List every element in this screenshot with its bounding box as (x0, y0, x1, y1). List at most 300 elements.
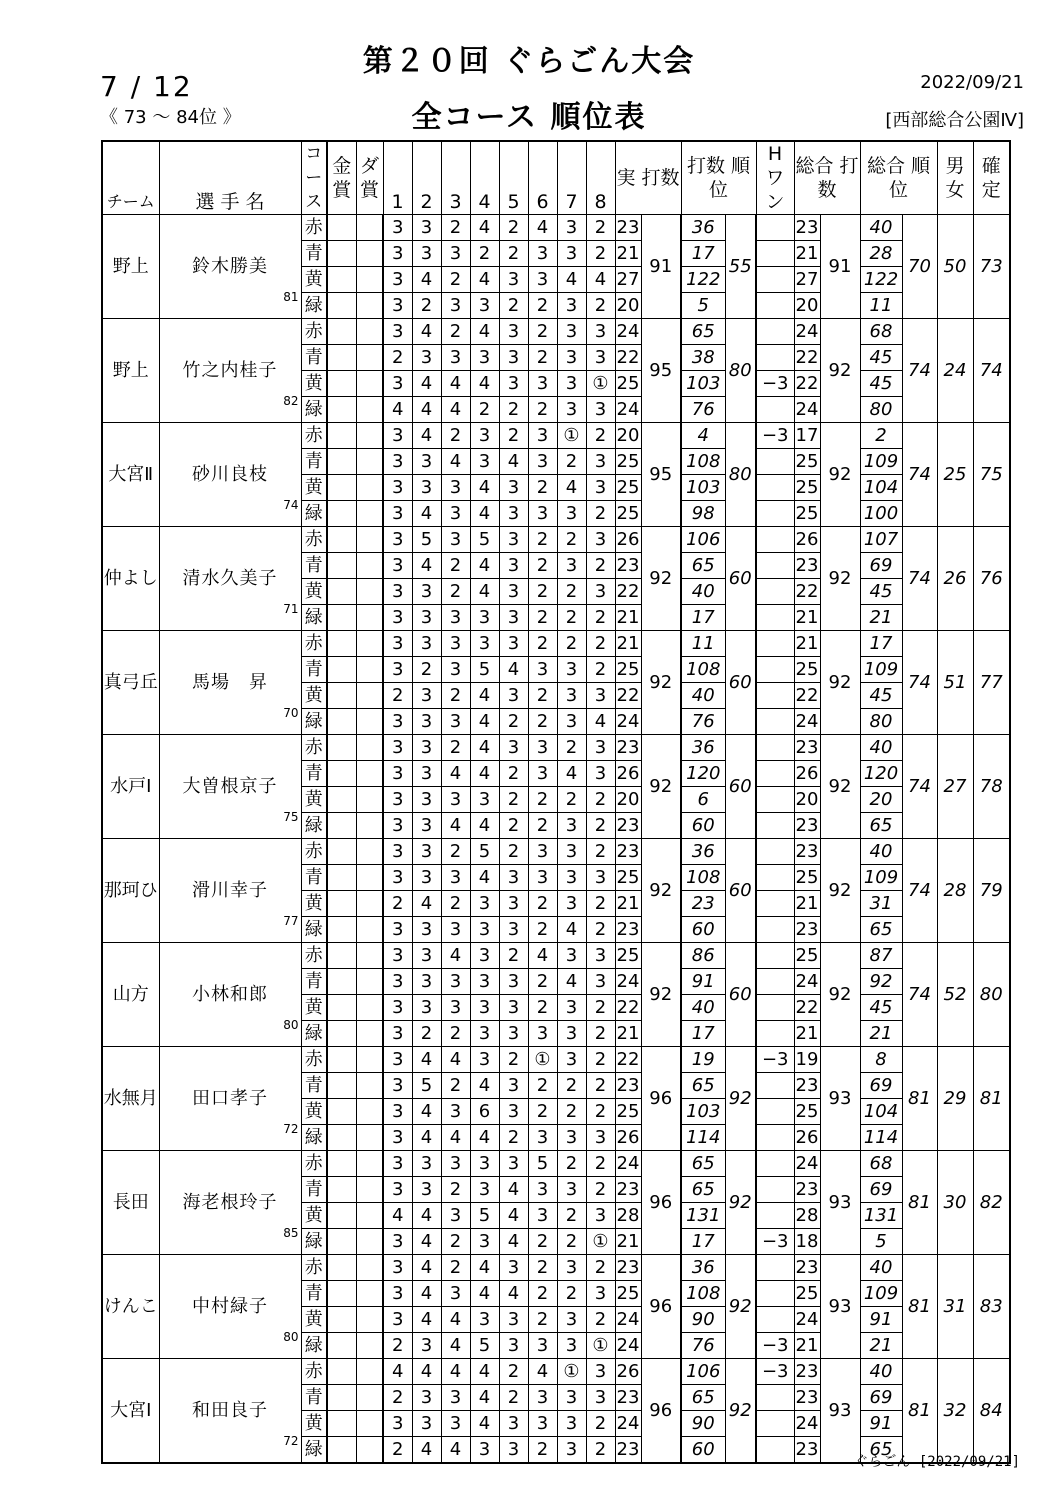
course-cell: 青 (301, 449, 327, 475)
hole-score: 3 (412, 215, 441, 241)
da-cell (356, 1099, 383, 1125)
gold-cell (327, 1177, 356, 1203)
course-rank: 106 (681, 527, 725, 553)
hole-in-one-adj (756, 839, 794, 865)
total-rank: 70 (902, 215, 937, 319)
course-sum: 21 (615, 891, 641, 917)
team-cell: 那珂ひ (102, 839, 159, 943)
hole-score: 4 (412, 501, 441, 527)
hole-score: 3 (412, 813, 441, 839)
hole-score: 4 (383, 1359, 412, 1385)
table-row (102, 631, 1010, 657)
stroke-rank: 60 (725, 527, 756, 631)
hole-score: 3 (557, 553, 586, 579)
hole-score: 3 (441, 1411, 470, 1437)
adjusted-sum: 26 (794, 527, 820, 553)
player-name-cell (159, 319, 301, 423)
da-cell (356, 787, 383, 813)
hole-score: 3 (412, 345, 441, 371)
final-rank: 75 (973, 423, 1010, 527)
page-number: 7 / 12 (100, 70, 193, 103)
hole-score: 4 (412, 1437, 441, 1464)
hole-in-one-adj (756, 761, 794, 787)
adjusted-sum: 25 (794, 865, 820, 891)
course-cell: 赤 (301, 943, 327, 969)
hole-score: 3 (441, 1099, 470, 1125)
hole-in-one-adj (756, 293, 794, 319)
course-total-rank: 40 (860, 1359, 902, 1385)
course-sum: 25 (615, 475, 641, 501)
course-cell: 青 (301, 241, 327, 267)
adjusted-sum: 22 (794, 371, 820, 397)
hole-in-one-adj (756, 1437, 794, 1464)
team-cell: 仲よし (102, 527, 159, 631)
da-cell (356, 241, 383, 267)
hole-score: 4 (412, 1307, 441, 1333)
hole-score: 3 (499, 1437, 528, 1464)
course-sum: 28 (615, 1203, 641, 1229)
hole-in-one-adj (756, 1385, 794, 1411)
hole-in-one-adj (756, 813, 794, 839)
course-cell: 赤 (301, 631, 327, 657)
course-rank: 65 (681, 1177, 725, 1203)
player-name-cell (159, 423, 301, 527)
hole-in-one-adj (756, 605, 794, 631)
da-cell (356, 1385, 383, 1411)
course-rank: 131 (681, 1203, 725, 1229)
hole-score: 2 (528, 969, 557, 995)
da-cell (356, 579, 383, 605)
hole-score: 4 (470, 1281, 499, 1307)
adjusted-sum: 25 (794, 475, 820, 501)
gold-cell (327, 1099, 356, 1125)
course-sum: 25 (615, 449, 641, 475)
adjusted-sum: 21 (794, 1333, 820, 1359)
hole-score: 3 (441, 1281, 470, 1307)
course-sum: 23 (615, 1437, 641, 1464)
hole-score: 4 (470, 1411, 499, 1437)
course-cell: 青 (301, 969, 327, 995)
adjusted-sum: 23 (794, 1359, 820, 1385)
gold-cell (327, 1073, 356, 1099)
hole-score: 2 (499, 241, 528, 267)
course-sum: 25 (615, 501, 641, 527)
hole-score: 2 (441, 735, 470, 761)
hole-score: 2 (383, 891, 412, 917)
table-row (102, 215, 1010, 241)
hole-score: 2 (528, 683, 557, 709)
course-sum: 22 (615, 345, 641, 371)
course-cell: 緑 (301, 1021, 327, 1047)
adjusted-sum: 22 (794, 995, 820, 1021)
hole-score: 3 (441, 345, 470, 371)
course-sum: 23 (615, 839, 641, 865)
hole-score: 4 (557, 475, 586, 501)
hole-score: 2 (586, 1255, 615, 1281)
course-cell: 青 (301, 1177, 327, 1203)
col-player: 選 手 名 (159, 141, 301, 215)
hole-score: 3 (499, 1151, 528, 1177)
hole-in-one-adj (756, 579, 794, 605)
hole-score: 4 (470, 865, 499, 891)
total-rank: 74 (902, 631, 937, 735)
hole-score: 4 (470, 579, 499, 605)
player-name-cell (159, 215, 301, 319)
da-cell (356, 293, 383, 319)
hole-in-one-adj (756, 917, 794, 943)
hole-score: 3 (586, 475, 615, 501)
hole-score: 3 (412, 1333, 441, 1359)
hole-in-one-adj: −3 (756, 1333, 794, 1359)
hole-score: 4 (412, 891, 441, 917)
hole-score: 5 (528, 1151, 557, 1177)
hole-score: 2 (441, 1021, 470, 1047)
course-rank: 60 (681, 917, 725, 943)
hole-in-one-adj (756, 449, 794, 475)
hole-score: 3 (383, 1177, 412, 1203)
course-rank: 17 (681, 1229, 725, 1255)
player-name: 海老根玲子 (182, 1192, 278, 1213)
course-total-rank: 65 (860, 813, 902, 839)
da-cell (356, 1255, 383, 1281)
gender-rank: 51 (937, 631, 973, 735)
hole-score: 2 (441, 891, 470, 917)
da-cell (356, 1229, 383, 1255)
hole-score: 3 (470, 423, 499, 449)
hole-score: 4 (412, 1229, 441, 1255)
hole-score: 2 (557, 1203, 586, 1229)
table-row (102, 527, 1010, 553)
hole-score: 3 (557, 1047, 586, 1073)
hole-score: 3 (557, 215, 586, 241)
hole-score: 4 (412, 423, 441, 449)
course-rank: 90 (681, 1307, 725, 1333)
course-cell: 黄 (301, 1099, 327, 1125)
course-total-rank: 68 (860, 319, 902, 345)
hole-score: 2 (557, 1099, 586, 1125)
da-cell (356, 631, 383, 657)
gold-cell (327, 943, 356, 969)
table-row (102, 1359, 1010, 1385)
hole-score: 3 (557, 709, 586, 735)
hole-score: 2 (586, 813, 615, 839)
hole-score: 3 (528, 241, 557, 267)
hole-score: 3 (383, 1229, 412, 1255)
hole-score: 3 (383, 839, 412, 865)
hole-score: 4 (470, 1125, 499, 1151)
hole-in-one-adj (756, 1281, 794, 1307)
hole-score: 3 (557, 839, 586, 865)
hole-score: ① (557, 423, 586, 449)
hole-score: 3 (470, 293, 499, 319)
hole-score: 4 (470, 267, 499, 293)
course-rank: 65 (681, 1073, 725, 1099)
team-cell: 長田 (102, 1151, 159, 1255)
hole-score: 2 (586, 1177, 615, 1203)
hole-score: 5 (470, 527, 499, 553)
hole-score: 2 (441, 1073, 470, 1099)
course-cell: 黄 (301, 1307, 327, 1333)
course-rank: 5 (681, 293, 725, 319)
hole-score: 2 (586, 241, 615, 267)
gold-cell (327, 1307, 356, 1333)
hole-score: 2 (528, 709, 557, 735)
hole-score: 3 (528, 1125, 557, 1151)
rank-range: 《 73 ～ 84位 》 (100, 107, 241, 128)
gold-cell (327, 449, 356, 475)
hole-score: 3 (383, 1047, 412, 1073)
gold-cell (327, 1125, 356, 1151)
results-body (102, 215, 1010, 1464)
hole-score: 3 (441, 657, 470, 683)
hole-score: 4 (586, 267, 615, 293)
hole-score: 3 (586, 865, 615, 891)
page-subtitle: 全コース 順位表 (411, 100, 647, 135)
hole-score: 3 (383, 969, 412, 995)
course-rank: 103 (681, 371, 725, 397)
col-hole-7: 7 (557, 141, 586, 215)
hole-score: ① (586, 371, 615, 397)
adjusted-sum: 23 (794, 917, 820, 943)
hole-score: 3 (499, 891, 528, 917)
hole-score: 3 (383, 1255, 412, 1281)
hole-score: 3 (528, 1021, 557, 1047)
course-rank: 122 (681, 267, 725, 293)
stroke-rank: 60 (725, 839, 756, 943)
hole-score: 3 (412, 579, 441, 605)
hole-score: 3 (383, 761, 412, 787)
col-hole-5: 5 (499, 141, 528, 215)
da-cell (356, 969, 383, 995)
hole-score: 3 (470, 1229, 499, 1255)
report-date: 2022/09/21 (920, 72, 1024, 93)
adjusted-sum: 23 (794, 1177, 820, 1203)
hole-score: 3 (412, 709, 441, 735)
hole-score: 3 (470, 1177, 499, 1203)
hole-score: 2 (586, 1437, 615, 1464)
team-cell: 水無月 (102, 1047, 159, 1151)
player-name-cell (159, 1255, 301, 1359)
hole-score: 3 (441, 501, 470, 527)
course-total-rank: 21 (860, 605, 902, 631)
course-sum: 24 (615, 709, 641, 735)
gold-cell (327, 475, 356, 501)
hole-score: 3 (528, 839, 557, 865)
gold-cell (327, 1229, 356, 1255)
hole-score: 2 (441, 215, 470, 241)
hole-score: 3 (412, 865, 441, 891)
da-cell (356, 345, 383, 371)
hole-score: ① (557, 1359, 586, 1385)
hole-score: 3 (586, 1125, 615, 1151)
hole-score: 4 (412, 1203, 441, 1229)
gender-rank: 30 (937, 1151, 973, 1255)
hole-score: 4 (557, 761, 586, 787)
hole-score: 2 (586, 215, 615, 241)
total-strokes: 93 (820, 1047, 860, 1151)
hole-score: 3 (528, 1333, 557, 1359)
player-number: 77 (283, 914, 299, 928)
da-cell (356, 943, 383, 969)
hole-score: 3 (412, 761, 441, 787)
hole-score: 4 (441, 1125, 470, 1151)
da-cell (356, 1047, 383, 1073)
course-rank: 17 (681, 1021, 725, 1047)
hole-score: 3 (499, 735, 528, 761)
adjusted-sum: 21 (794, 631, 820, 657)
player-name: 大曽根京子 (182, 776, 278, 797)
hole-in-one-adj: −3 (756, 1229, 794, 1255)
hole-score: 2 (441, 579, 470, 605)
hole-score: 3 (470, 995, 499, 1021)
adjusted-sum: 24 (794, 709, 820, 735)
hole-score: 3 (499, 579, 528, 605)
hole-score: 3 (586, 943, 615, 969)
player-number: 70 (283, 706, 299, 720)
course-total-rank: 5 (860, 1229, 902, 1255)
footer: ぐらごん [2022/09/21] (854, 1454, 1020, 1470)
hole-score: 2 (586, 657, 615, 683)
hole-score: 4 (470, 1255, 499, 1281)
da-cell (356, 605, 383, 631)
gold-cell (327, 1255, 356, 1281)
da-cell (356, 865, 383, 891)
gold-cell (327, 1021, 356, 1047)
hole-score: 2 (586, 787, 615, 813)
hole-score: 3 (586, 319, 615, 345)
hole-score: 3 (441, 709, 470, 735)
player-name-cell (159, 839, 301, 943)
col-hone: H ワン (756, 141, 794, 215)
course-total-rank: 21 (860, 1021, 902, 1047)
course-sum: 23 (615, 735, 641, 761)
hole-score: 4 (412, 1099, 441, 1125)
hole-score: 3 (586, 1281, 615, 1307)
hole-score: 3 (557, 1255, 586, 1281)
adjusted-sum: 22 (794, 683, 820, 709)
course-rank: 120 (681, 761, 725, 787)
hole-score: 4 (470, 735, 499, 761)
hole-score: 3 (383, 605, 412, 631)
hole-in-one-adj: −3 (756, 1359, 794, 1385)
course-total-rank: 131 (860, 1203, 902, 1229)
hole-score: 3 (528, 423, 557, 449)
hole-score: 2 (557, 1281, 586, 1307)
hole-score: 2 (499, 787, 528, 813)
course-rank: 36 (681, 1255, 725, 1281)
hole-in-one-adj: −3 (756, 371, 794, 397)
course-sum: 25 (615, 371, 641, 397)
hole-score: 4 (499, 1281, 528, 1307)
course-rank: 103 (681, 475, 725, 501)
hole-score: 4 (528, 1359, 557, 1385)
hole-score: 3 (412, 839, 441, 865)
hole-score: 2 (441, 319, 470, 345)
hole-score: 2 (499, 423, 528, 449)
final-rank: 82 (973, 1151, 1010, 1255)
hole-score: 2 (528, 917, 557, 943)
hole-score: 3 (441, 241, 470, 267)
hole-score: 3 (470, 1021, 499, 1047)
adjusted-sum: 24 (794, 969, 820, 995)
hole-score: 3 (412, 1411, 441, 1437)
hole-in-one-adj (756, 527, 794, 553)
hole-score: 3 (557, 1177, 586, 1203)
final-rank: 80 (973, 943, 1010, 1047)
course-sum: 25 (615, 657, 641, 683)
hole-score: 3 (557, 397, 586, 423)
hole-score: 2 (528, 397, 557, 423)
hole-score: 3 (412, 241, 441, 267)
hole-score: 3 (412, 1385, 441, 1411)
hole-score: 2 (499, 709, 528, 735)
player-name: 田口孝子 (192, 1088, 268, 1109)
player-number: 80 (283, 1330, 299, 1344)
hole-score: 2 (557, 579, 586, 605)
team-cell: 野上 (102, 319, 159, 423)
final-rank: 81 (973, 1047, 1010, 1151)
da-cell (356, 501, 383, 527)
adjusted-sum: 21 (794, 1021, 820, 1047)
hole-score: 2 (470, 397, 499, 423)
hole-score: 3 (412, 787, 441, 813)
hole-score: 4 (412, 553, 441, 579)
hole-score: 3 (586, 527, 615, 553)
hole-in-one-adj (756, 215, 794, 241)
hole-score: 3 (470, 1437, 499, 1464)
gold-cell (327, 267, 356, 293)
hole-score: 2 (499, 761, 528, 787)
hole-in-one-adj (756, 1203, 794, 1229)
hole-score: 2 (499, 397, 528, 423)
course-total-rank: 109 (860, 865, 902, 891)
gold-cell (327, 345, 356, 371)
course-sum: 21 (615, 631, 641, 657)
table-row (102, 1151, 1010, 1177)
hole-score: 2 (586, 1047, 615, 1073)
hole-score: 4 (499, 1177, 528, 1203)
hole-score: 3 (470, 969, 499, 995)
course-sum: 24 (615, 1333, 641, 1359)
course-rank: 76 (681, 1333, 725, 1359)
col-team: チーム (102, 141, 159, 215)
hole-score: 2 (528, 787, 557, 813)
course-total-rank: 109 (860, 1281, 902, 1307)
hole-score: 3 (499, 267, 528, 293)
hole-score: 2 (528, 605, 557, 631)
stroke-rank: 92 (725, 1359, 756, 1464)
course-sum: 20 (615, 293, 641, 319)
adjusted-sum: 23 (794, 813, 820, 839)
hole-in-one-adj (756, 1021, 794, 1047)
hole-score: 3 (441, 1385, 470, 1411)
hole-score: 3 (470, 605, 499, 631)
gold-cell (327, 657, 356, 683)
hole-in-one-adj (756, 475, 794, 501)
course-rank: 65 (681, 319, 725, 345)
course-total-rank: 65 (860, 917, 902, 943)
hole-score: 3 (383, 1411, 412, 1437)
course-rank: 17 (681, 241, 725, 267)
hole-score: 4 (412, 319, 441, 345)
hole-score: 3 (557, 1021, 586, 1047)
course-total-rank: 80 (860, 709, 902, 735)
hole-score: 3 (412, 1151, 441, 1177)
total-rank: 74 (902, 319, 937, 423)
hole-score: 3 (557, 657, 586, 683)
hole-score: 3 (499, 1021, 528, 1047)
gender-rank: 27 (937, 735, 973, 839)
